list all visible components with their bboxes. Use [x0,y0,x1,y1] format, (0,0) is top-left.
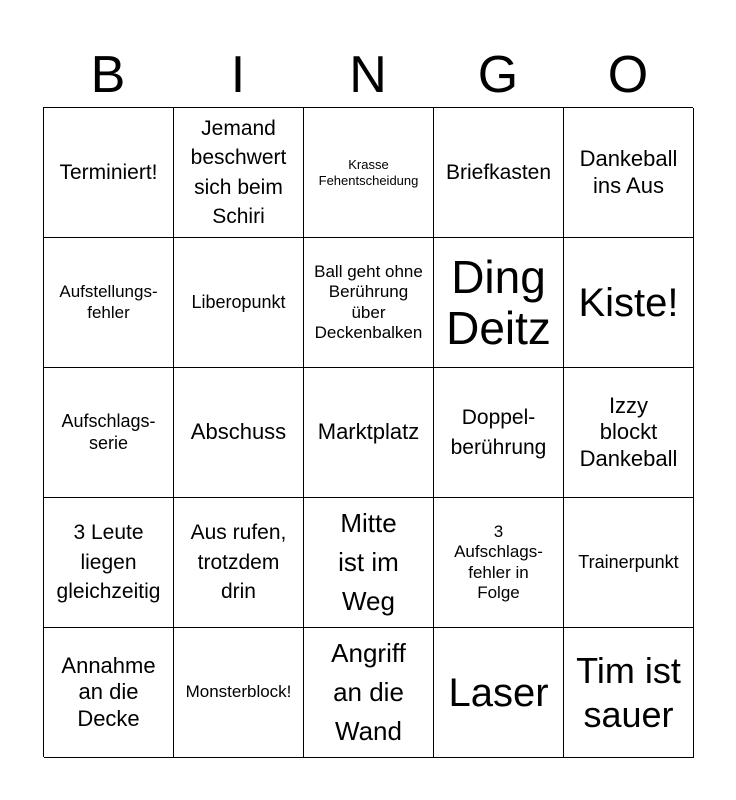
bingo-cell: 3 Aufschlags- fehler in Folge [434,498,564,628]
bingo-board [43,107,693,757]
header-letter-o: O [607,46,649,104]
bingo-cell: Aufschlags- serie [44,368,174,498]
header-letter-n: N [349,46,387,104]
bingo-cell: Liberopunkt [174,238,304,368]
bingo-cell: Briefkasten [434,108,564,238]
header-letter-b: B [90,46,126,104]
bingo-cell: Abschuss [174,368,304,498]
bingo-cell: Angriff an die Wand [304,628,434,758]
bingo-cell: Izzy blockt Dankeball [564,368,694,498]
bingo-cell: Mitte ist im Weg [304,498,434,628]
bingo-cell: Ball geht ohne Berührung über Deckenbalken [304,238,434,368]
bingo-cell: Monsterblock! [174,628,304,758]
bingo-cell: Laser [434,628,564,758]
header-letter-i: I [230,46,246,104]
bingo-cell: Tim ist sauer [564,628,694,758]
bingo-cell: Ding Deitz [434,238,564,368]
bingo-cell: Aufstellungs- fehler [44,238,174,368]
bingo-cell: Kiste! [564,238,694,368]
bingo-header [43,42,693,108]
bingo-cell: Marktplatz [304,368,434,498]
bingo-cell: Krasse Fehentscheidung [304,108,434,238]
bingo-cell: Aus rufen, trotzdem drin [174,498,304,628]
bingo-cell: Trainerpunkt [564,498,694,628]
bingo-cell: Dankeball ins Aus [564,108,694,238]
bingo-cell: Terminiert! [44,108,174,238]
bingo-cell: Jemand beschwert sich beim Schiri [174,108,304,238]
header-letter-g: G [477,46,519,104]
bingo-cell: 3 Leute liegen gleichzeitig [44,498,174,628]
bingo-cell: Doppel- berührung [434,368,564,498]
bingo-cell: Annahme an die Decke [44,628,174,758]
